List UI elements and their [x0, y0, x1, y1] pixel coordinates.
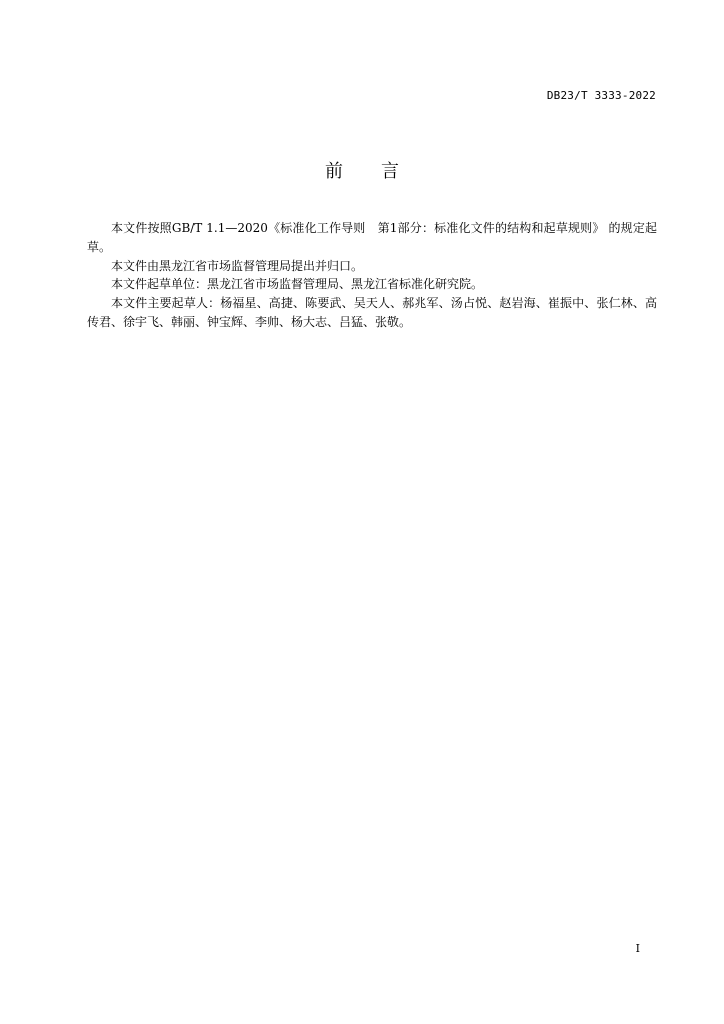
foreword-body — [87, 219, 657, 332]
paragraph-drafting-units: 本文件起草单位：黑龙江省市场监督管理局、黑龙江省标准化研究院。 — [111, 277, 484, 292]
page-title: 前言 — [325, 161, 437, 182]
paragraph-drafters: 本文件主要起草人：杨福星、高捷、陈要武、吴天人、郝兆军、汤占悦、赵岩海、崔振中、张仁林、高传君、徐宇飞、韩丽、钟宝辉、李帅、杨大志、吕猛、张敬。 — [87, 296, 657, 329]
page-number: I — [635, 942, 640, 955]
document-code: DB23/T 3333-2022 — [546, 89, 656, 102]
paragraph-proposer: 本文件由黑龙江省市场监督管理局提出并归口。 — [111, 258, 364, 273]
paragraph-drafting-rules: 本文件按照GB/T 1.1—2020《标准化工作导则 第1部分：标准化文件的结构和起草规则》 的规定起草。 — [87, 221, 657, 254]
